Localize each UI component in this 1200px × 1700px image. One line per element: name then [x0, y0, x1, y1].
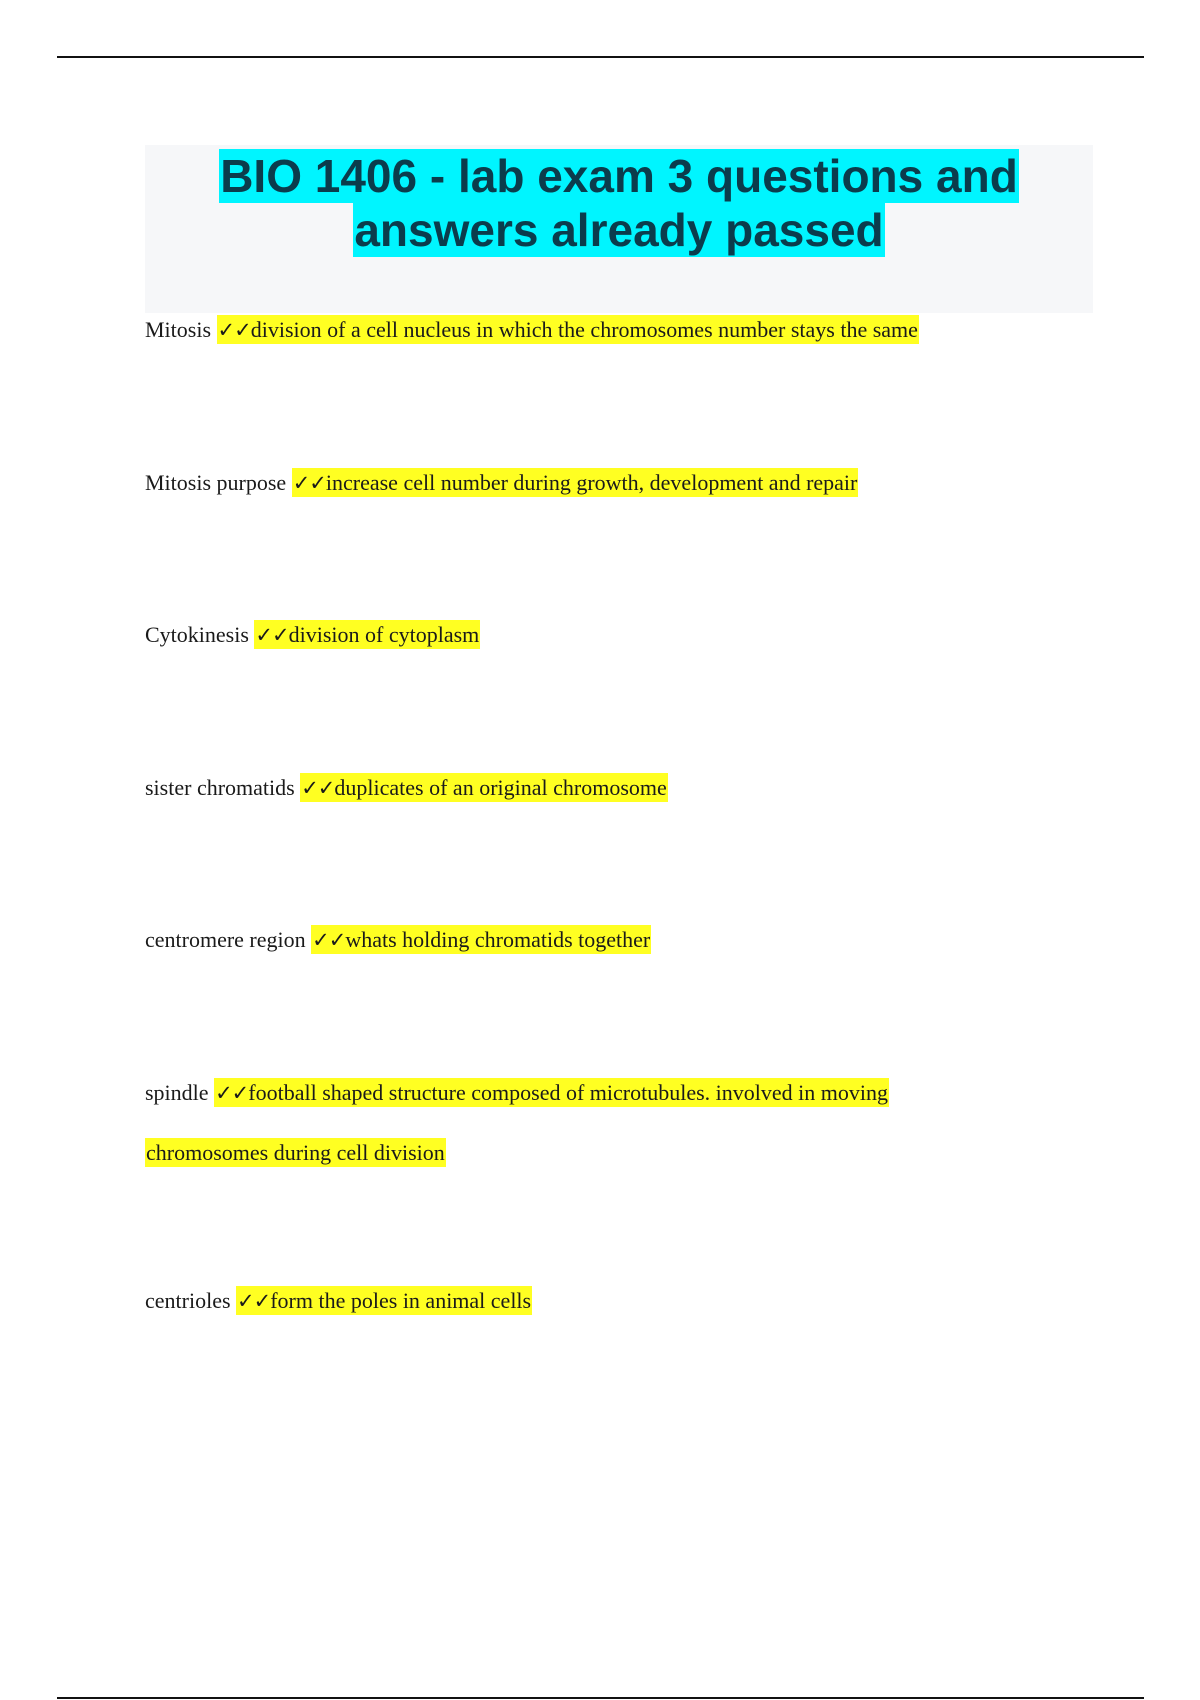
entry-term: Cytokinesis	[145, 622, 249, 647]
entry-answer	[254, 620, 480, 649]
entry-term: centrioles	[145, 1288, 231, 1313]
entry-term: spindle	[145, 1080, 209, 1105]
title-block	[145, 145, 1093, 313]
title-line-1: BIO 1406 - lab exam 3 questions and	[220, 150, 1018, 202]
entry-answer	[311, 925, 651, 954]
entry-answer-continued: chromosomes during cell division	[146, 1140, 445, 1165]
double-check-icon: ✓✓	[215, 1081, 249, 1105]
entry-answer	[214, 1078, 889, 1107]
double-check-icon: ✓✓	[292, 471, 326, 495]
entry-answer-text: football shaped structure composed of microtubules. involved in moving	[248, 1080, 888, 1105]
double-check-icon: ✓✓	[217, 318, 251, 342]
qa-entry-spindle	[145, 1063, 889, 1183]
entry-answer-text: duplicates of an original chromosome	[334, 775, 667, 800]
entry-answer	[292, 468, 859, 497]
entry-answer-text: division of a cell nucleus in which the chromosomes number stays the same	[250, 317, 918, 342]
entry-answer-text: form the poles in animal cells	[270, 1288, 532, 1313]
double-check-icon: ✓✓	[255, 623, 289, 647]
entry-answer-text: whats holding chromatids together	[345, 927, 651, 952]
entry-answer-text: division of cytoplasm	[288, 622, 480, 647]
qa-entry-mitosis-purpose	[145, 453, 858, 513]
entry-term: Mitosis	[145, 317, 212, 342]
entry-line-1	[145, 1063, 889, 1123]
qa-entry-mitosis	[145, 300, 919, 360]
qa-entry-centrioles	[145, 1271, 532, 1331]
title-line-2: answers already passed	[354, 204, 884, 256]
double-check-icon: ✓✓	[312, 928, 346, 952]
entry-answer	[217, 315, 919, 344]
entry-term: Mitosis purpose	[145, 470, 287, 495]
qa-entry-centromere-region	[145, 910, 651, 970]
page-title	[145, 145, 1093, 257]
entry-answer-text: increase cell number during growth, development and repair	[325, 470, 858, 495]
top-rule	[57, 56, 1144, 58]
bottom-rule	[57, 1697, 1144, 1699]
entry-line-2	[145, 1123, 889, 1183]
entry-answer	[236, 1286, 532, 1315]
entry-answer	[300, 773, 668, 802]
double-check-icon: ✓✓	[301, 776, 335, 800]
double-check-icon: ✓✓	[237, 1289, 271, 1313]
qa-entry-sister-chromatids	[145, 758, 668, 818]
qa-entry-cytokinesis	[145, 605, 480, 665]
entry-term: centromere region	[145, 927, 306, 952]
entry-term: sister chromatids	[145, 775, 295, 800]
